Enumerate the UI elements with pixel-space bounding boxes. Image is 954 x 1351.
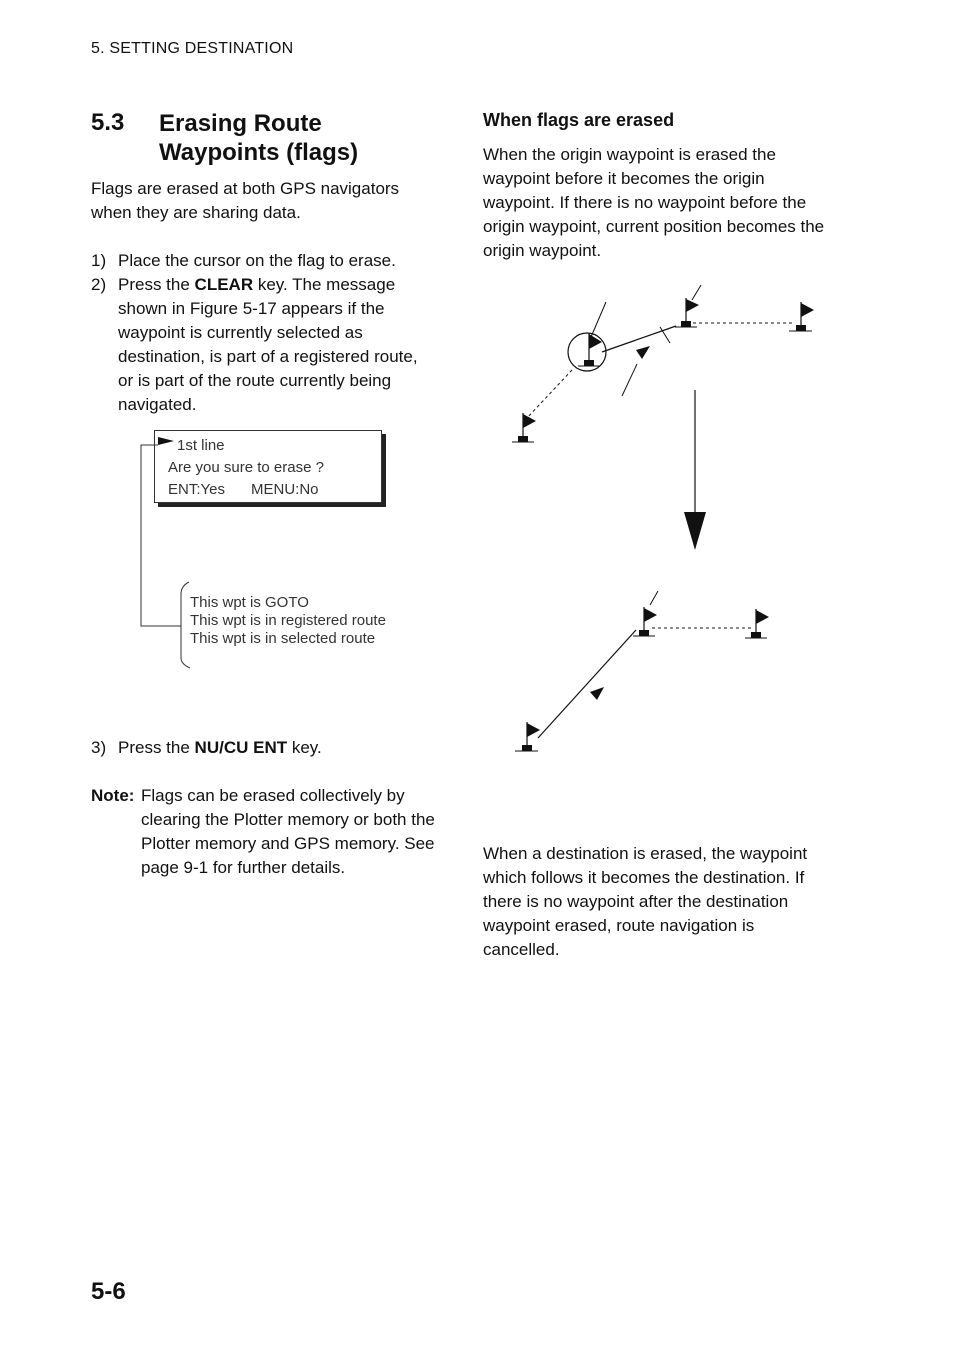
callout-line1: This wpt is GOTO (190, 594, 309, 611)
flag-icon (578, 333, 602, 366)
message-yes-option: ENT:Yes (168, 481, 225, 498)
step2-line3: waypoint is currently selected as (118, 323, 363, 342)
step2-line4: destination, is part of a registered route, (118, 347, 418, 366)
destination-line5: cancelled. (483, 940, 560, 959)
destination-line3: there is no waypoint after the destination (483, 892, 789, 911)
nucu-ent-key-label: NU/CU ENT (194, 738, 288, 757)
flag-icon (633, 607, 657, 636)
destination-line4: waypoint erased, route navigation is (483, 916, 755, 935)
intro-line1: Flags are erased at both GPS navigators (91, 179, 400, 198)
message-line2: Are you sure to erase ? (168, 459, 324, 476)
note-line3: Plotter memory and GPS memory. See (141, 834, 435, 853)
step1-text: Place the cursor on the flag to erase. (118, 251, 396, 270)
note-line1: Flags can be erased collectively by (141, 786, 405, 805)
intro-line2: when they are sharing data. (91, 203, 301, 222)
note-label: Note: (91, 786, 135, 805)
course-arrow-icon (590, 687, 604, 700)
route-diagram-before (512, 285, 814, 442)
step2-line6: navigated. (118, 395, 197, 414)
course-arrow-icon (636, 346, 650, 359)
step3-number: 3) (91, 738, 107, 757)
destination-line2: which follows it becomes the destination. If (483, 868, 805, 887)
step3-pre: Press the (118, 738, 195, 757)
step2-post: key. The message (253, 275, 396, 294)
note-line2: clearing the Plotter memory or both the (141, 810, 435, 829)
destination-line1: When a destination is erased, the waypoint (483, 844, 808, 863)
flag-icon (512, 413, 536, 442)
route-diagram-after (515, 591, 769, 751)
running-head: 5. SETTING DESTINATION (91, 40, 294, 57)
section-title-line2: Waypoints (flags) (159, 139, 359, 166)
origin-line1: When the origin waypoint is erased the (483, 145, 776, 164)
callout-brace (181, 582, 190, 668)
origin-line2: waypoint before it becomes the origin (483, 169, 765, 188)
clear-key-label: CLEAR (194, 275, 254, 294)
subheading-flags-erased: When flags are erased (483, 110, 675, 130)
origin-line5: origin waypoint. (483, 241, 602, 260)
origin-line3: waypoint. If there is no waypoint before the (483, 193, 807, 212)
first-line-arrow-icon (158, 437, 174, 445)
origin-line4: origin waypoint, current position becomes the (483, 217, 825, 236)
flag-icon (789, 302, 814, 331)
step2-number: 2) (91, 275, 107, 294)
message-no-option: MENU:No (251, 481, 319, 498)
step1-number: 1) (91, 251, 107, 270)
flag-icon (515, 722, 540, 751)
step2-line2: shown in Figure 5-17 appears if the (118, 299, 385, 318)
section-title-line1: Erasing Route (159, 110, 322, 137)
section-number: 5.3 (91, 109, 125, 136)
step2-pre: Press the (118, 275, 195, 294)
message-line1: 1st line (177, 437, 225, 454)
callout-connector (141, 445, 181, 626)
callout-line3: This wpt is in selected route (190, 630, 376, 647)
step3-post: key. (287, 738, 322, 757)
down-arrow-icon (684, 512, 706, 550)
page-number: 5-6 (91, 1278, 126, 1305)
flag-icon (745, 609, 769, 638)
step2-line5: or is part of the route currently being (118, 371, 392, 390)
callout-line2: This wpt is in registered route (190, 612, 386, 629)
note-line4: page 9-1 for further details. (141, 858, 346, 877)
